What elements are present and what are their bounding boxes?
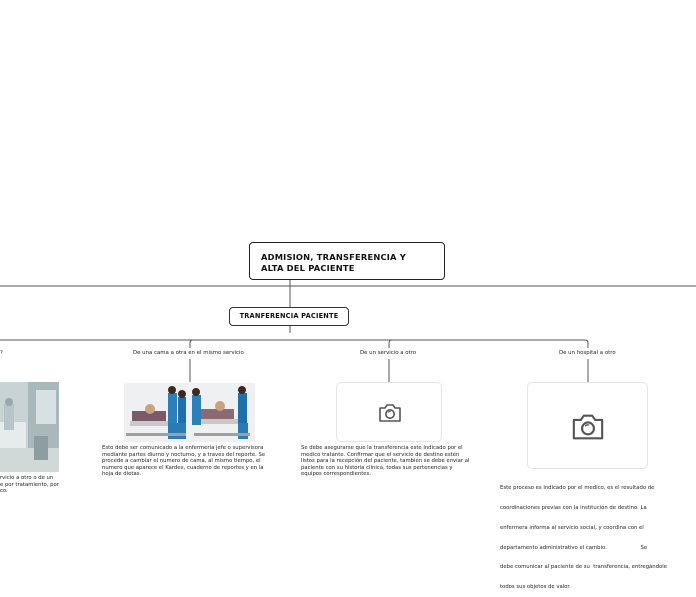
branch-label-hospital[interactable]: De un hospital a otro [559, 350, 616, 356]
camera-icon [378, 403, 402, 423]
branch-label-service[interactable]: De un servicio a otro [360, 350, 417, 356]
subtopic-transferencia[interactable] [229, 307, 349, 326]
note-hospital: Este proceso es indicado por el medico, es el resultado de coordinaciones previas con la institución de destino. La enfermera informa al servicio social, y coordina con el departamento administrativo el cambio. Se debe comunicar al paciente de su transferencia, entregándole todos sus objetos de valor. [500, 485, 667, 591]
note-bed: Esto debe ser comunicado a la enfermería jefe o supervisora mediante partes diurno y nocturno, y a través del reporte. Se procede a cambiar el numero de cama, al mismo tiempo, el numero que aparece el Kardex, cuaderno de reportes y en la hoja de dietas. [102, 445, 266, 478]
camera-icon [571, 412, 605, 442]
note-service: Se debe asegurarse que la transferencia este indicado por el medico tratante. Confirmar que el servicio de destino estén listos para la recepción del paciente, también se debe enviar al paciente con su historia clínica, todas sus pertenencias y equipos correspondientes. [301, 445, 470, 478]
image-placeholder-hospital[interactable] [527, 382, 648, 469]
subtopic-label: TRANFERENCIA PACIENTE [239, 312, 339, 320]
nurses-transfer-photo [124, 383, 255, 442]
branch-label-left[interactable]: ? [0, 350, 3, 356]
root-title-line2: ALTA DEL PACIENTE [261, 263, 355, 273]
root-topic[interactable] [249, 242, 445, 280]
branch-label-bed[interactable]: De una cama a otra en el mismo servicio [133, 350, 244, 356]
image-placeholder-service[interactable] [336, 382, 442, 442]
hospital-photo [0, 382, 59, 472]
root-title-line1: ADMISION, TRANSFERENCIA Y [261, 252, 406, 262]
note-left: rvicio a otro o de un e por tratamiento, por co. [0, 475, 59, 495]
